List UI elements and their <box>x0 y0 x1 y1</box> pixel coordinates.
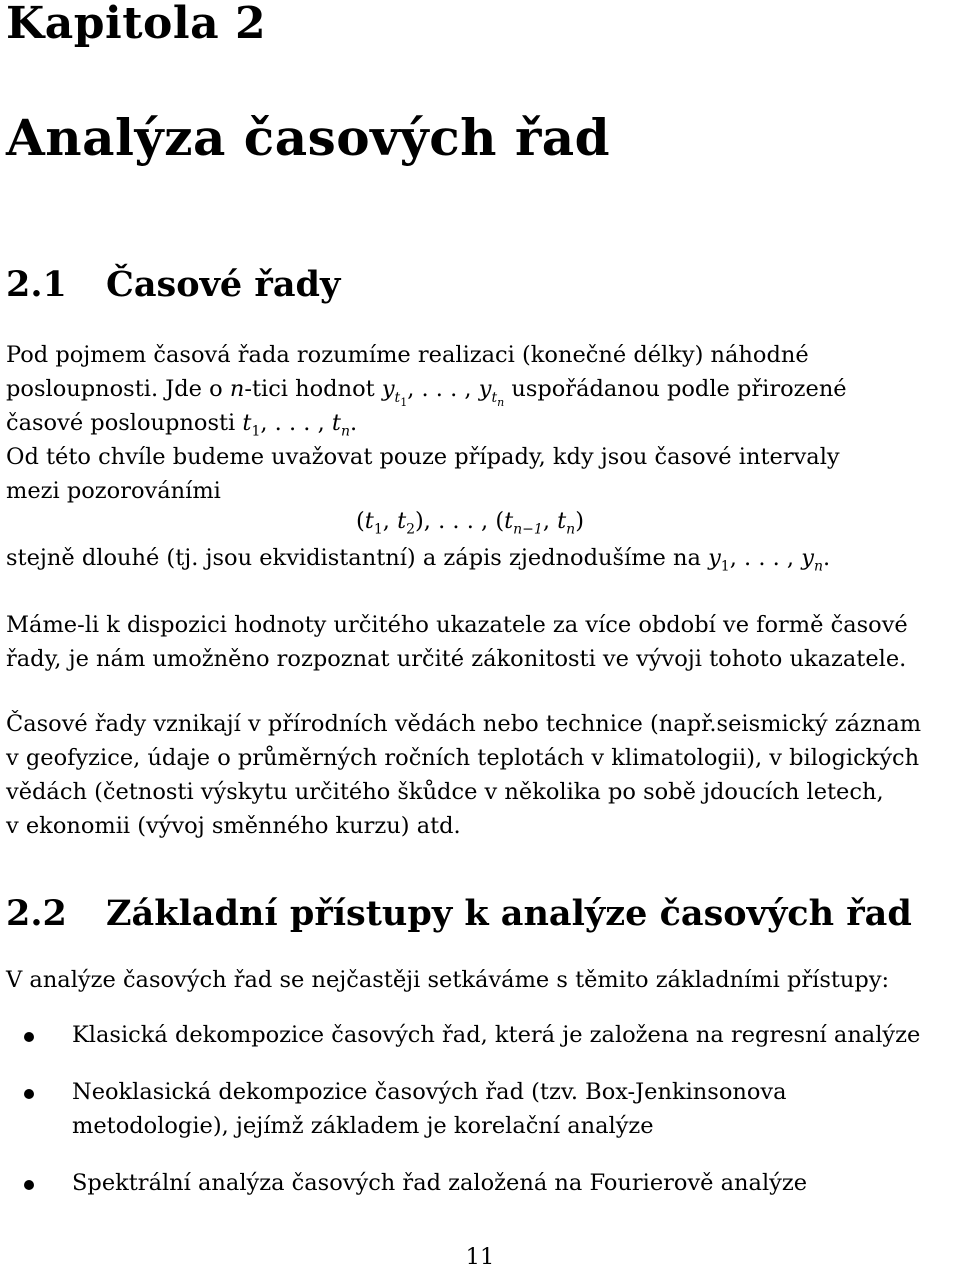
text-line <box>6 406 958 440</box>
text-span: , . . . , <box>729 545 802 571</box>
text-span: . <box>823 545 831 571</box>
math-sub: n <box>813 558 823 575</box>
bullet-icon <box>24 1032 34 1042</box>
text-span: posloupnosti. Jde o <box>6 376 230 402</box>
list-item-text <box>72 1075 787 1143</box>
section-title: Základní přístupy k analýze časových řad <box>106 893 912 934</box>
page-number: 11 <box>465 1244 495 1270</box>
math-sub: 1 <box>400 395 408 409</box>
list-item-text: Klasická dekompozice časových řad, která je založena na regresní analýze <box>72 1022 921 1048</box>
text-span: stejně dlouhé (tj. jsou ekvidistantní) a zápis zjednodušíme na <box>6 545 709 571</box>
math-sub: n−1 <box>513 521 543 538</box>
text-line <box>6 372 958 409</box>
section-heading-2-2 <box>6 893 912 934</box>
text-line: v ekonomii (vývoj směnného kurzu) atd. <box>6 813 461 839</box>
math-var: t <box>364 508 374 534</box>
section-title: Časové řady <box>106 264 341 305</box>
math-sub: 1 <box>373 521 383 538</box>
math-sub: n <box>497 395 505 409</box>
display-equation <box>356 508 584 538</box>
paragraph-intro <box>6 963 958 997</box>
math-symbol: , <box>382 508 398 534</box>
text-span: , . . . , <box>260 410 332 436</box>
text-line <box>6 541 958 575</box>
math-symbol: ), . . . , ( <box>415 508 505 534</box>
math-var: t <box>557 508 567 534</box>
section-number: 2.1 <box>6 264 67 305</box>
math-var: t <box>397 508 407 534</box>
section-number: 2.2 <box>6 893 67 934</box>
text-line: v geofyzice, údaje o průměrných ročních teplotách v klimatologii), v bilogických <box>6 745 920 771</box>
math-symbol: , <box>542 508 558 534</box>
math-sub: 2 <box>406 521 416 538</box>
text-line: vědách (četnosti výskytu určitého škůdce v několika po sobě jdoucích letech, <box>6 779 884 805</box>
math-var: y <box>478 376 492 402</box>
math-symbol: ( <box>356 508 365 534</box>
math-sub: n <box>566 521 576 538</box>
section-heading-2-1 <box>6 264 340 305</box>
math-var: y <box>801 545 814 571</box>
math-var: t <box>242 410 252 436</box>
math-sub: t <box>491 389 498 406</box>
text-line: řady, je nám umožněno rozpoznat určité zákonitosti ve vývoji tohoto ukazatele. <box>6 646 907 672</box>
text-line: V analýze časových řad se nejčastěji setkáváme s těmito základními přístupy: <box>6 967 890 993</box>
chapter-label: Kapitola 2 <box>6 0 267 49</box>
text-span: uspořádanou podle přirozené <box>504 376 847 402</box>
text-line: Od této chvíle budeme uvažovat pouze případy, kdy jsou časové intervaly <box>6 444 840 470</box>
text-span: . <box>349 410 358 436</box>
math-sub: t <box>394 389 401 406</box>
text-line: Pod pojmem časová řada rozumíme realizaci (konečné délky) náhodné <box>6 342 809 368</box>
math-symbol: ) <box>575 508 584 534</box>
list-item-line: metodologie), jejímž základem je korelační analýze <box>72 1113 654 1139</box>
math-var: t <box>504 508 514 534</box>
paragraph-indicator <box>6 608 958 676</box>
text-line: mezi pozorováními <box>6 478 221 504</box>
paragraph-equidistant <box>6 541 958 575</box>
text-line: Časové řady vznikají v přírodních vědách nebo technice (např.seismický záznam <box>6 711 922 737</box>
bullet-icon <box>24 1089 34 1099</box>
math-sub: 1 <box>720 558 730 575</box>
math-var: n <box>229 376 245 402</box>
chapter-title: Analýza časových řad <box>6 108 611 167</box>
text-span: , . . . , <box>407 376 479 402</box>
bullet-icon <box>24 1180 34 1190</box>
paragraph-examples <box>6 707 958 843</box>
paragraph-definition <box>6 338 958 508</box>
text-span: časové posloupnosti <box>6 410 243 436</box>
text-line: Máme-li k dispozici hodnoty určitého ukazatele za více období ve formě časové <box>6 612 908 638</box>
math-sub: n <box>340 423 350 440</box>
list-item-text: Spektrální analýza časových řad založená na Fourierově analýze <box>72 1170 808 1196</box>
text-span: -tici hodnot <box>244 376 382 402</box>
math-sub: 1 <box>251 423 261 440</box>
math-var: y <box>381 376 395 402</box>
math-var: t <box>331 410 341 436</box>
list-item-line: Neoklasická dekompozice časových řad (tzv. Box-Jenkinsonova <box>72 1079 787 1105</box>
math-var: y <box>708 545 721 571</box>
